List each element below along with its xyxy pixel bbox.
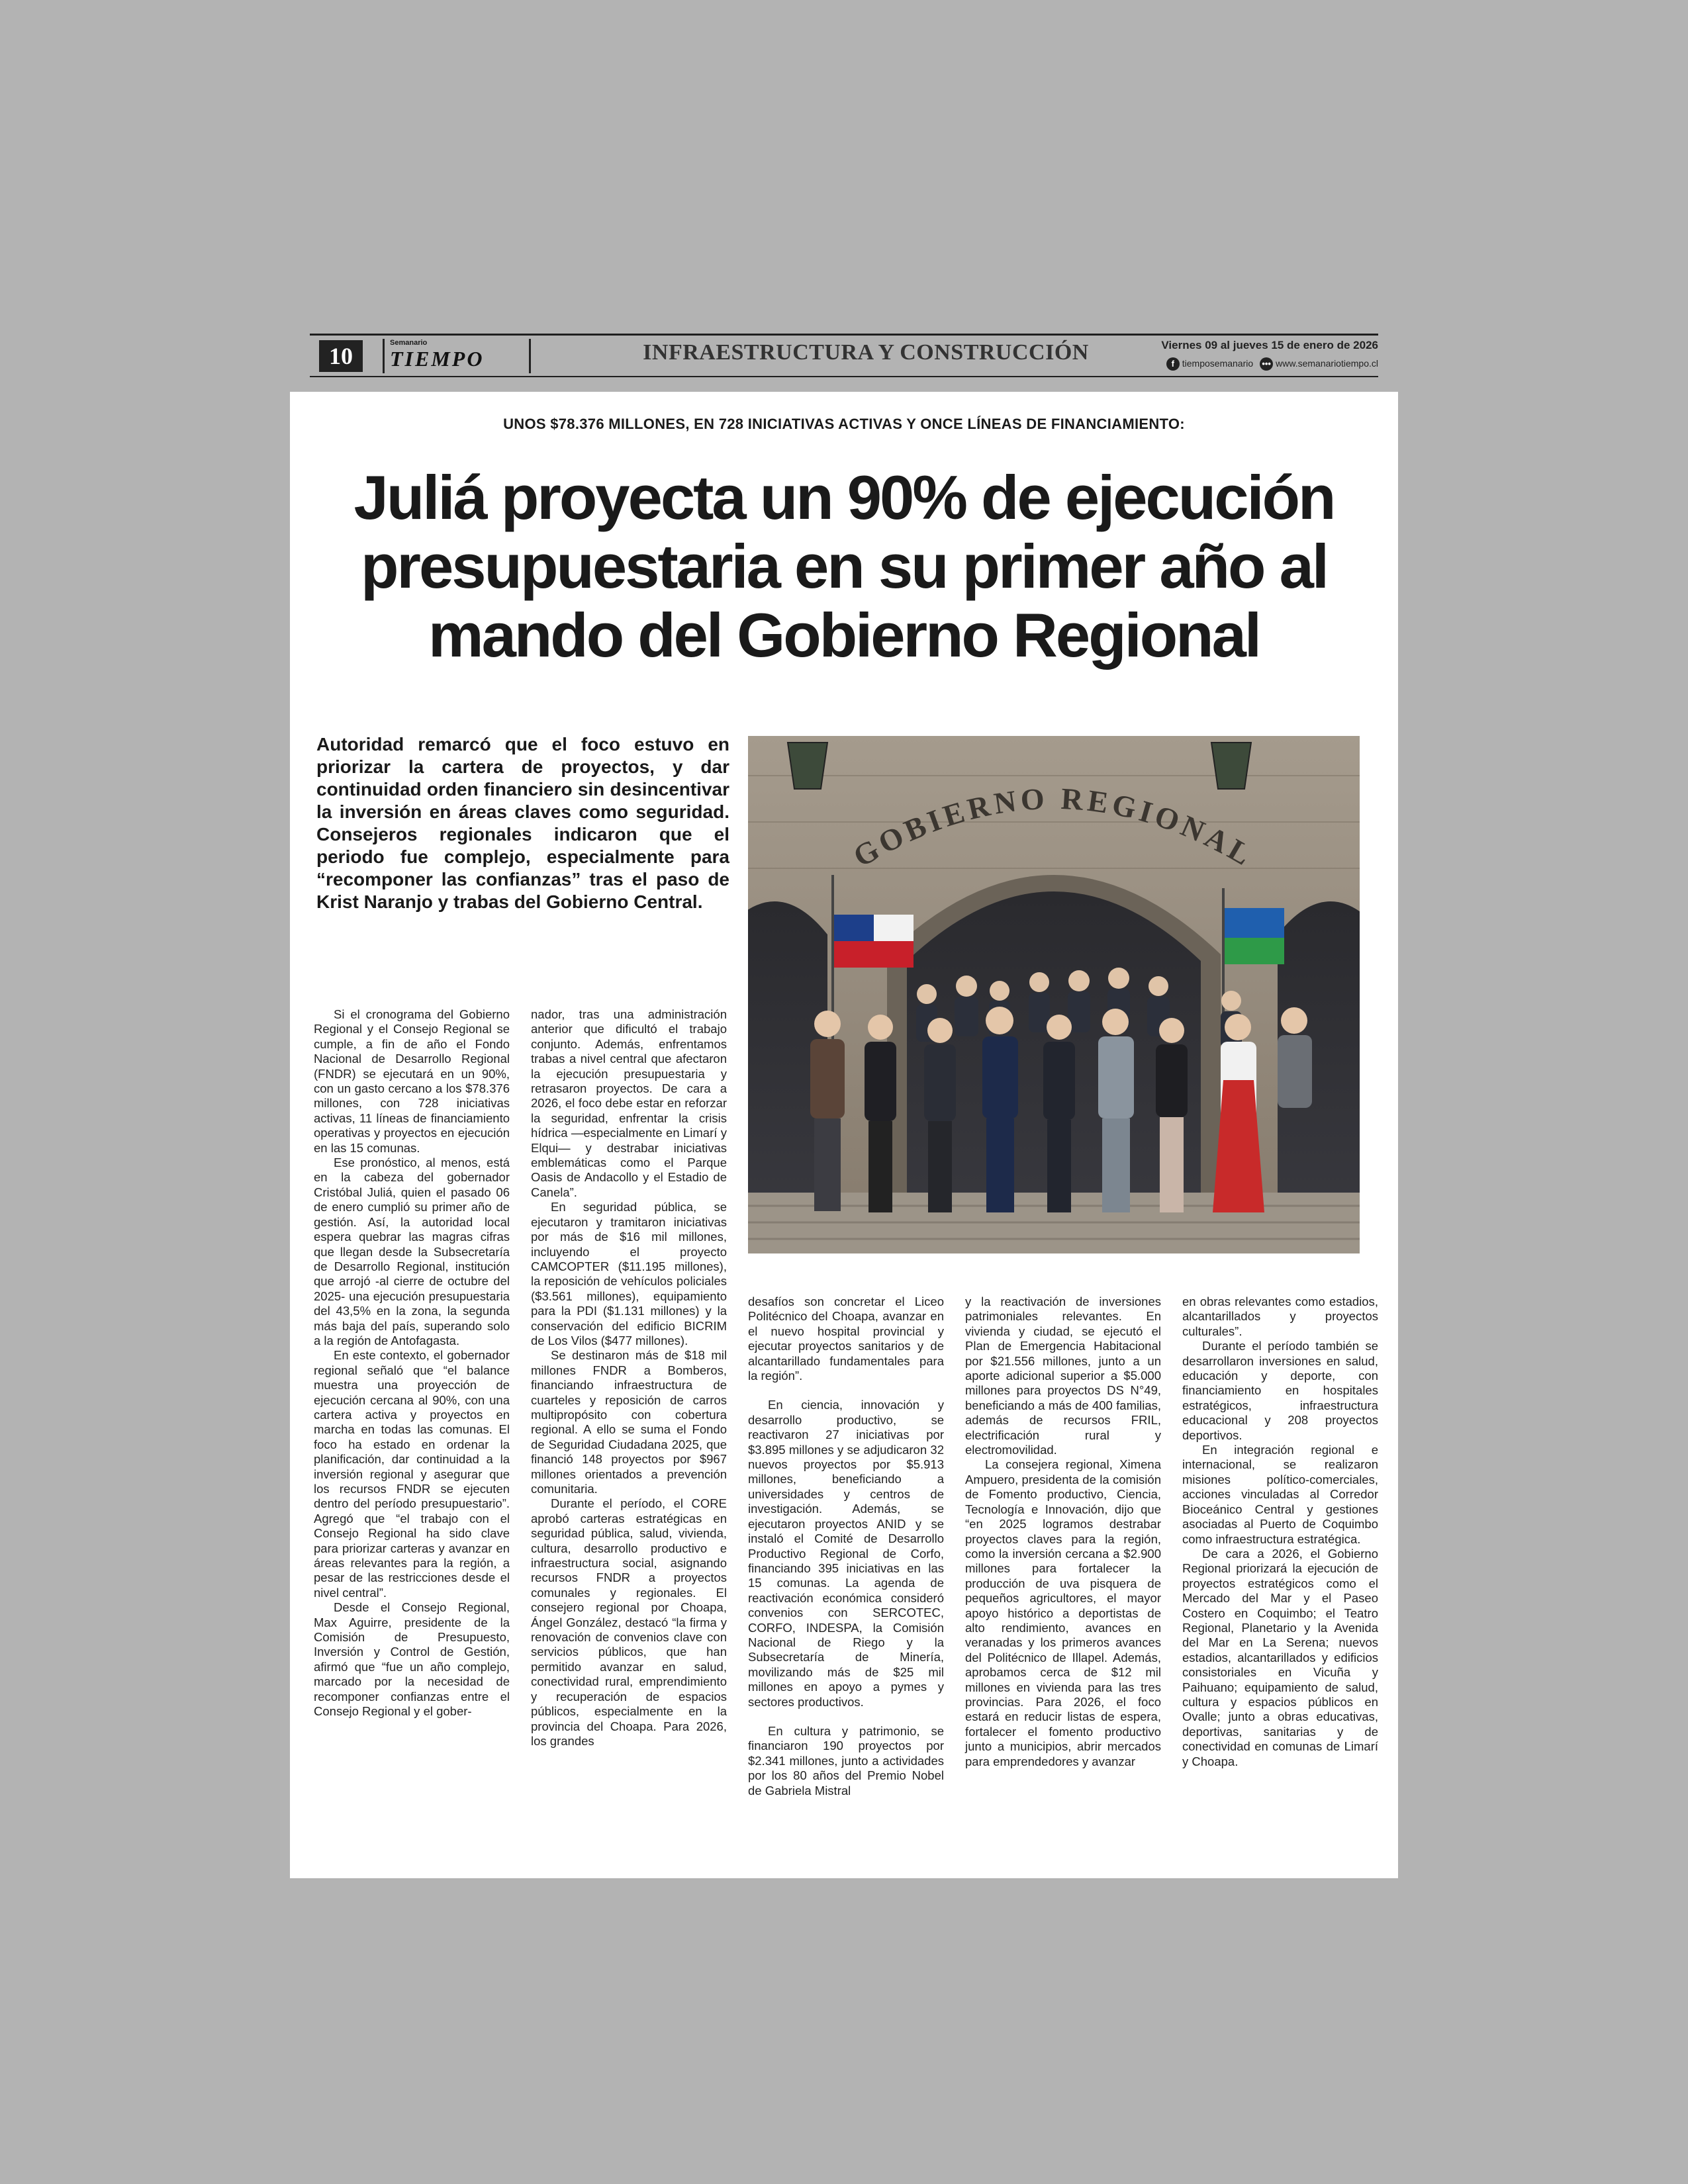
website-url: www.semanariotiempo.cl xyxy=(1276,358,1378,369)
header-rule-bottom xyxy=(310,376,1378,377)
paragraph: Desde el Consejo Regional, Max Aguirre, presidente de la Comisión de Presupuesto, Inversión y Control de Gestión, afirmó que “fue un año complejo, marcado por la necesidad de recomponer confianzas entre el Consejo Regional y el gober- xyxy=(314,1600,510,1719)
article-lead: Autoridad remarcó que el foco estuvo en priorizar la cartera de proyectos, y dar continuidad orden financiero sin desincentivar la inversión en áreas claves como seguridad. Consejeros regionales indicaron que el periodo fue complejo, especialmente para “recomponer las confianzas” tras el paso de Krist Naranjo y trabas del Gobierno Central. xyxy=(316,734,729,912)
body-column-2 xyxy=(531,1007,727,1749)
article-panel xyxy=(290,392,1398,1878)
paragraph: nador, tras una administración anterior que dificultó el trabajo conjunto. Además, enfrentamos trabas a nivel central que afectaron la ejecución presupuestaria y retrasaron proyectos. De cara a 2026, el foco debe estar en reforzar la seguridad, enfrentar la crisis hídrica —especialmente en Limarí y Elqui— y destrabar iniciativas emblemáticas como el Parque Oasis de Andacollo y el Estadio de Canela”. xyxy=(531,1007,727,1199)
page-header xyxy=(310,334,1378,377)
paragraph: Durante el período, el CORE aprobó carteras estratégicas en seguridad pública, salud, vivienda, cultura, desarrollo productivo e infraestructura social, asignando recursos FNDR a proyectos comunales y regionales. El consejero regional por Choapa, Ángel González, destacó “la firma y renovación de convenios clave con servicios públicos, que han permitido avanzar en salud, conectividad rural, emprendimiento y recuperación de espacios públicos, especialmente en la provincia del Choapa. Para 2026, los grandes xyxy=(531,1496,727,1748)
paragraph: En cultura y patrimonio, se financiaron 190 proyectos por $2.341 millones, junto a actividades por los 80 años del Premio Nobel de Gabriela Mistral xyxy=(748,1723,944,1797)
article-headline: Juliá proyecta un 90% de ejecución presupuestaria en su primer año al mando del Gobierno Regional xyxy=(353,463,1335,670)
web-icon: ••• xyxy=(1260,357,1273,371)
paragraph: En este contexto, el gobernador regional señaló que “el balance muestra una proyección de ejecución cercana al 90%, con una cartera activa y proyectos en marcha en todas las comunas. El foco ha estado en ordenar la planificación, dar continuidad a la inversión regional y asegurar que los recursos FNDR se ejecuten dentro del período presupuestario”. Agregó que “el trabajo con el Consejo Regional ha sido clave para priorizar carteras y avanzar en áreas relevantes para la región, a pesar de las restricciones desde el nivel central”. xyxy=(314,1348,510,1600)
paragraph: Se destinaron más de $18 mil millones FNDR a Bomberos, financiando infraestructura de cuarteles y reposición de carros multipropósito con cobertura regional. A ello se suma el Fondo de Seguridad Ciudadana 2025, que financió 148 proyectos por $967 millones orientados a prevención comunitaria. xyxy=(531,1348,727,1496)
body-column-1 xyxy=(314,1007,510,1719)
facebook-handle: tiemposemanario xyxy=(1182,358,1254,369)
photo-illustration xyxy=(748,736,1360,1253)
paragraph: y la reactivación de inversiones patrimoniales relevantes. En vivienda y ciudad, se ejecutó el Plan de Emergencia Habitacional por $21.556 millones, junto a un aporte adicional superior a $5.000 millones para proyectos DS N°49, beneficiando a más de 400 familias, además de recursos FRIL, electrificación rural y electromovilidad. xyxy=(965,1295,1161,1457)
body-column-4 xyxy=(965,1295,1161,1769)
paragraph: La consejera regional, Ximena Ampuero, presidenta de la comisión de Fomento productivo, Ciencia, Tecnología e Innovación, dijo que “en 2025 logramos destrabar proyectos claves para la región, como la inversión cercana a $2.900 millones para fortalecer la producción de uva pisquera de pequeños agricultores, el mayor apoyo histórico a deportistas de alto rendimiento, avances en veranadas y los primeros avances del Politécnico de Illapel. Además, aprobamos cerca de $12 mil millones en vivienda para las tres provincias. Para 2026, el foco estará en reducir listas de espera, fortalecer el fomento productivo junto a municipios, abrir mercados para emprendedores y avanzar xyxy=(965,1457,1161,1768)
article-kicker: UNOS $78.376 MILLONES, EN 728 INICIATIVAS ACTIVAS Y ONCE LÍNEAS DE FINANCIAMIENTO: xyxy=(503,416,1185,432)
website-link[interactable] xyxy=(1260,357,1378,371)
logo-main-text: TIEMPO xyxy=(390,347,485,371)
paragraph: En seguridad pública, se ejecutaron y tramitaron iniciativas por más de $16 mil millones, incluyendo el proyecto CAMCOPTER ($11.195 millones), la reposición de vehículos policiales ($3.561 millones), equipamiento para la PDI ($1.131 millones) y la conservación del edificio BICRIM de Los Vilos ($477 millones). xyxy=(531,1200,727,1347)
article-photo xyxy=(748,736,1360,1253)
issue-date: Viernes 09 al jueves 15 de enero de 2026 xyxy=(1161,339,1378,351)
header-rule-top xyxy=(310,334,1378,336)
paragraph: En ciencia, innovación y desarrollo productivo, se reactivaron 27 iniciativas por $3.895 millones y se adjudicaron 32 nuevos proyectos por $5.913 millones, beneficiando a universidades y centros de investigación. Además, se ejecutaron proyectos ANID y se instaló el Comité de Desarrollo Productivo Regional de Corfo, financiando 395 iniciativas en las 15 comunas. La agenda de reactivación económica consideró convenios con SERCOTEC, CORFO, INDESPA, la Comisión Nacional de Riego y la Subsecretaría de Minería, movilizando más de $25 mil millones en apoyo a pymes y sectores productivos. xyxy=(748,1398,944,1709)
facebook-link[interactable] xyxy=(1166,357,1253,371)
facebook-icon: f xyxy=(1166,357,1180,371)
body-column-5 xyxy=(1182,1295,1378,1769)
section-title: INFRAESTRUCTURA Y CONSTRUCCIÓN xyxy=(643,340,1089,365)
paragraph: En integración regional e internacional, se realizaron misiones político-comerciales, acciones vinculadas al Corredor Bioceánico Central y gestiones asociadas al Puerto de Coquimbo como infraestructura estratégica. xyxy=(1182,1443,1378,1546)
paragraph: Ese pronóstico, al menos, está en la cabeza del gobernador Cristóbal Juliá, quien el pasado 06 de enero cumplió su primer año de gestión. Así, la autoridad local espera quebrar las magras cifras que llegan desde la Subsecretaría de Desarrollo Regional, institución que arrojó -al cierre de octubre del 2025- una ejecución presupuestaria del 43,5% en la zona, la segunda más baja del país, superando solo a la región de Antofagasta. xyxy=(314,1156,510,1347)
paragraph: desafíos son concretar el Liceo Politécnico del Choapa, avanzar en el nuevo hospital provincial y ejecutar proyectos sanitarios y de alcantarillado fundamentales para la región”. xyxy=(748,1295,944,1383)
body-column-3 xyxy=(748,1295,944,1798)
newspaper-logo xyxy=(383,339,531,373)
paragraph: De cara a 2026, el Gobierno Regional priorizará la ejecución de proyectos estratégicos como el Mercado del Mar y el Paseo Costero en Coquimbo; el Teatro Regional, Planetario y la Avenida del Mar en La Serena; nuevos estadios, alcantarillados y edificios consistoriales en Vicuña y Paihuano; equipamiento de salud, cultura y espacios públicos en Ovalle; junto a obras educativas, deportivas, sanitarias y de conectividad en comunas de Limarí y Choapa. xyxy=(1182,1546,1378,1768)
page-number: 10 xyxy=(319,340,363,372)
paragraph: en obras relevantes como estadios, alcantarillados y proyectos culturales”. xyxy=(1182,1295,1378,1338)
paragraph: Si el cronograma del Gobierno Regional y el Consejo Regional se cumple, a fin de año el Fondo Nacional de Desarrollo Regional (FNDR) se ejecutará en un 90%, con un gasto cercano a los $78.376 millones, con 728 iniciativas activas, 11 líneas de financiamiento operativas y proyectos en ejecución en las 15 comunas. xyxy=(314,1007,510,1155)
photo-sign-text: GOBIERNO REGIONAL xyxy=(847,781,1260,874)
social-links xyxy=(1166,357,1378,371)
logo-small-text: Semanario xyxy=(390,339,428,347)
paragraph: Durante el período también se desarrollaron inversiones en salud, educación y deporte, con financiamiento en hospitales estratégicos, infraestructura educacional y 208 proyectos deportivos. xyxy=(1182,1339,1378,1442)
